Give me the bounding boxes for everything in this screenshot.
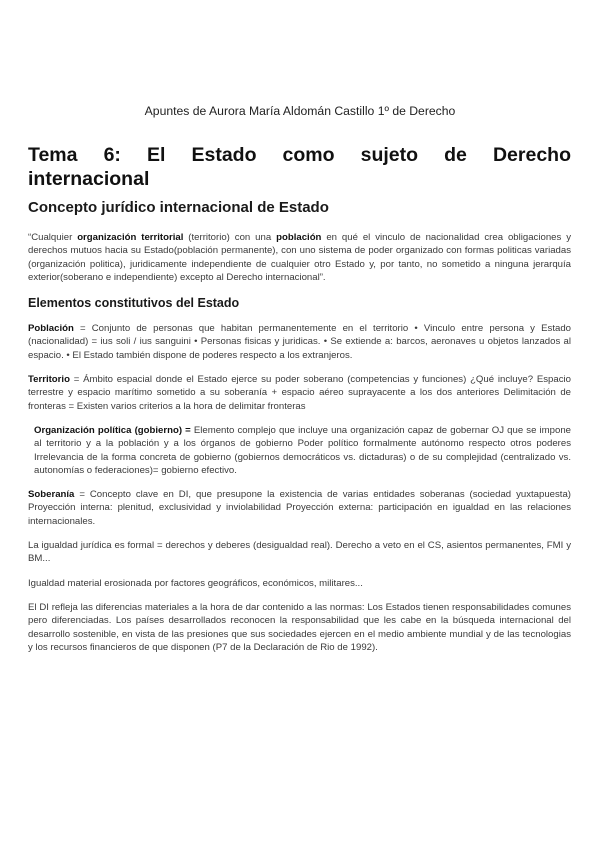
soberania-paragraph	[28, 488, 571, 528]
territorio-term: Territorio	[28, 374, 70, 386]
quote-text-3: en qué el vinculo de nacionalidad crea obligaciones y derechos mutuos hacia su Estado(población permanente), con uno sistema de poder organizado con formas politicas variadas (organización politica), juridicamente independiente de cualquier otro Estado y, por tanto, no sometido a ninguna jerarquía exterior(soberano e independiente) excepto al Derecho internacional”.	[28, 232, 572, 283]
quote-text-1: “Cualquier	[28, 232, 78, 243]
quote-text-2: (territorio) con una	[183, 232, 277, 243]
di-refleja-paragraph: El DI refleja las diferencias materiales a la hora de dar contenido a las normas: Los Estados tienen responsabilidades comunes pero diferenciadas. Los países desarrollados reconocen la responsabilidad que les cabe en la búsqueda internacional del desarrollo sostenible, en vista de las presiones que sus sociedades ejercen en el medio ambiente mundial y de las tecnologias y los recursos financieros de que disponen (P7 de la Declaración de Rio de 1992).	[28, 601, 571, 653]
territorio-text: = Ámbito espacial donde el Estado ejerce su poder soberano (competencias y funciones) ¿Qué incluye? Espacio terrestre y espacio marítimo sometido a su soberanía + espacio aéreo suprayacente a los dos anteriores Delimitación de fronteras = Existen varios criterios a la hora de delimitar fronteras	[28, 374, 571, 412]
organizacion-paragraph	[28, 424, 571, 477]
organizacion-term: Organización política (gobierno) =	[34, 424, 191, 436]
poblacion-paragraph	[28, 322, 571, 362]
topic-title	[28, 143, 571, 191]
topic-title-line1: Tema 6: El Estado como sujeto de Derecho	[28, 144, 571, 166]
page-header: Apuntes de Aurora María Aldomán Castillo 1º de Derecho	[144, 104, 456, 118]
territorio-paragraph	[28, 373, 571, 413]
poblacion-term: Población	[28, 323, 74, 335]
igualdad-formal-paragraph: La igualdad jurídica es formal = derechos y deberes (desigualdad real). Derecho a veto en el CS, asientos permanentes, FMI y BM...	[28, 540, 571, 565]
igualdad-material-paragraph: Igualdad material erosionada por factores geográficos, económicos, militares...	[28, 577, 363, 589]
soberania-term: Soberanía	[28, 489, 75, 501]
organizacion-text: Elemento complejo que incluye una organización capaz de gobernar OJ que se impone al territorio y a la población y a los órganos de gobierno Poder político formalmente autónomo respecto otros poderes Irrelevancia de la forma concreta de gobierno (gobiernos democráticos vs. dictaduras) o de su complejidad (centralizado vs. autonomías o federaciones)= gobierno efectivo.	[34, 424, 571, 476]
quote-bold-poblacion: población	[276, 232, 322, 243]
topic-title-line2: internacional	[28, 168, 150, 190]
document-body	[28, 143, 571, 665]
elements-heading: Elementos constitutivos del Estado	[28, 296, 240, 311]
section-subtitle: Concepto jurídico internacional de Estado	[28, 199, 329, 216]
quote-bold-organizacion: organización territorial	[77, 232, 184, 243]
soberania-text: = Concepto clave en DI, que presupone la existencia de varias entidades soberanas (sociedad yuxtapuesta) Proyección interna: plenitud, exclusividad y inviolabilidad Proyección externa: participación en igualdad en las relaciones internacionales.	[28, 489, 571, 527]
poblacion-text: = Conjunto de personas que habitan permanentemente en el territorio • Vinculo entre persona y Estado (nacionalidad) = ius soli / ius sanguini • Personas fisicas y juridicas. • Se extiende a: barcos, aeronaves u objetos lanzados al espacio. • El Estado también dispone de poderes respecto a los extranjeros.	[28, 323, 571, 361]
definition-quote	[28, 231, 571, 284]
